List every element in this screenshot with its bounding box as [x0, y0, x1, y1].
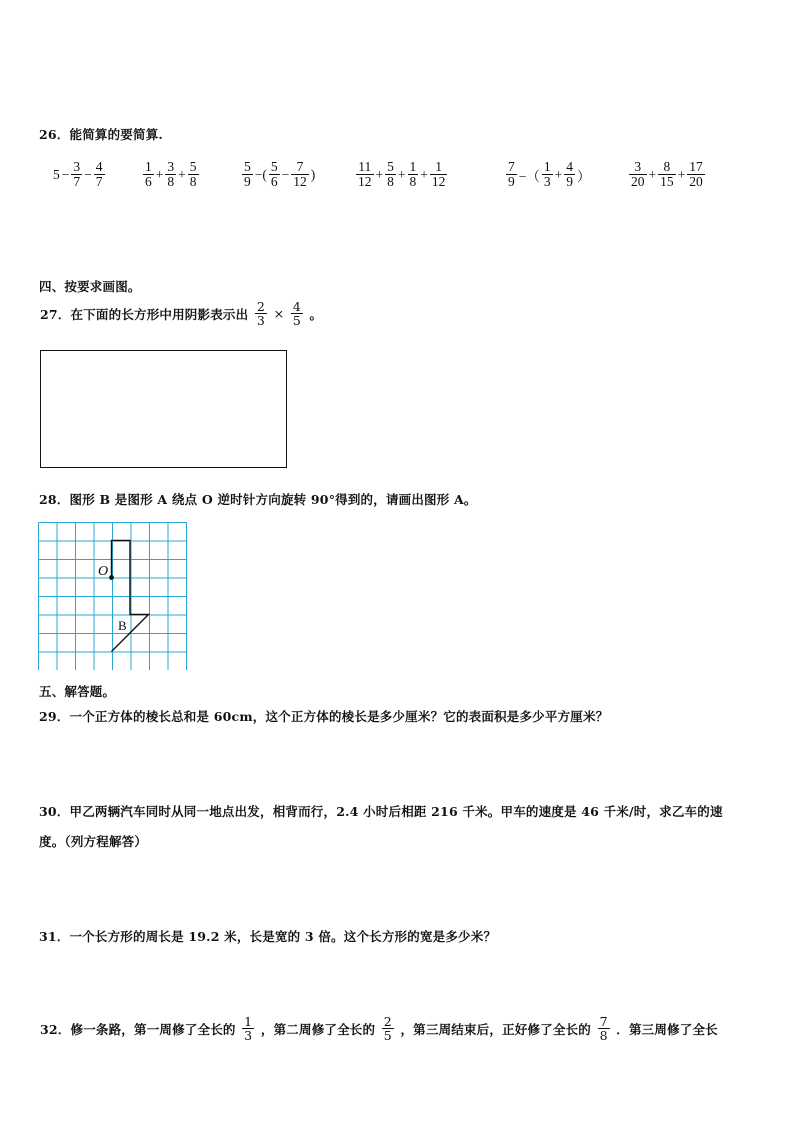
numerator: 4	[95, 159, 103, 174]
grid-lines	[39, 523, 187, 671]
point-o-dot	[109, 575, 114, 580]
fraction	[687, 160, 705, 189]
question-30-line-1: 30．甲乙两辆汽车同时从同一地点出发，相背而行，2.4 小时后相距 216 千米。甲车的速度是 46 千米/时，求乙车的速	[39, 804, 723, 819]
fraction	[188, 160, 199, 189]
denominator: 9	[566, 174, 573, 190]
operator: )	[310, 166, 316, 182]
question-27-prefix: 27．在下面的长方形中用阴影表示出	[40, 306, 249, 322]
fraction	[269, 160, 280, 189]
operator: ）	[577, 168, 591, 184]
denominator: 12	[431, 174, 446, 190]
operator: −	[61, 166, 70, 182]
operator: −（	[518, 168, 540, 184]
expression-1	[52, 160, 106, 189]
question-32-part-4: ．第三周修了全长	[616, 1021, 718, 1037]
question-31: 31．一个长方形的周长是 19.2 米，长是宽的 3 倍。这个长方形的宽是多少米？	[39, 929, 497, 944]
operator: +	[420, 166, 428, 182]
expression-6	[628, 160, 706, 189]
rotation-grid[interactable]	[38, 522, 187, 670]
blank-rectangle[interactable]	[40, 350, 287, 468]
operator: +	[554, 166, 563, 182]
fraction	[408, 160, 419, 189]
fraction-2-3: $\frac{2}{3}$	[256, 299, 266, 329]
operator: +	[178, 166, 186, 182]
numerator: 7	[508, 159, 515, 174]
denominator: 8	[387, 174, 394, 190]
operator: −(	[254, 166, 267, 182]
fraction	[94, 160, 105, 189]
numerator: 11	[356, 160, 374, 175]
denominator: 3	[543, 174, 551, 190]
denominator: 8	[189, 174, 197, 190]
operator: +	[375, 166, 384, 182]
question-32-part-1: 32．修一条路，第一周修了全长的	[40, 1021, 236, 1037]
fraction	[658, 160, 676, 189]
fraction	[165, 160, 176, 189]
fraction	[71, 160, 82, 189]
question-28-title: 28．图形 B 是图形 A 绕点 O 逆时针方向旋转 90°得到的，请画出图形 A。	[39, 492, 477, 507]
numerator: 7	[291, 160, 309, 175]
section-5-heading: 五、解答题。	[39, 684, 116, 699]
fraction	[430, 160, 448, 189]
point-o-label: O	[98, 564, 109, 579]
numerator: 1	[543, 159, 551, 174]
denominator: 15	[660, 174, 674, 190]
question-30-line-2: 度。（列方程解答）	[39, 834, 148, 849]
times-sign: ×	[273, 306, 285, 322]
operator: −	[281, 166, 290, 182]
question-32-part-2: ，第二周修了全长的	[260, 1021, 376, 1037]
question-29: 29．一个正方体的棱长总和是 60cm，这个正方体的棱长是多少厘米？它的表面积是多少平方厘米？	[39, 709, 609, 724]
denominator: 7	[95, 174, 103, 190]
fraction	[356, 160, 374, 189]
fraction-7-8: $\frac{7}{8}$	[599, 1014, 608, 1044]
denominator: 8	[167, 174, 175, 190]
numerator: 1	[145, 159, 152, 174]
expression-5	[505, 160, 592, 189]
denominator: 9	[244, 174, 251, 190]
denominator: 20	[689, 174, 703, 190]
numerator: 1	[430, 160, 448, 175]
operator: +	[397, 166, 406, 182]
numerator: 3	[629, 160, 647, 175]
fraction	[506, 160, 517, 189]
numerator: 5	[189, 159, 197, 174]
fraction	[542, 160, 553, 189]
numerator: 3	[167, 159, 175, 174]
denominator: 7	[73, 174, 81, 190]
numerator: 8	[658, 160, 676, 175]
operator: +	[677, 166, 686, 182]
expression-2	[142, 160, 200, 189]
denominator: 6	[270, 174, 278, 190]
numerator: 17	[689, 159, 703, 174]
fraction-1-3: $\frac{1}{3}$	[244, 1014, 253, 1044]
fraction-4-5: $\frac{4}{5}$	[292, 299, 301, 329]
fraction	[291, 160, 309, 189]
denominator: 12	[358, 174, 372, 190]
number: 5	[53, 166, 60, 182]
section-4-heading: 四、按要求画图。	[39, 279, 141, 294]
fraction	[385, 160, 396, 189]
numerator: 5	[387, 159, 394, 174]
fraction	[629, 160, 647, 189]
operator: +	[155, 166, 164, 182]
numerator: 3	[73, 159, 81, 174]
operator: +	[648, 166, 657, 182]
fraction-2-5: $\frac{2}{5}$	[383, 1014, 392, 1044]
fraction	[564, 160, 575, 189]
fraction	[143, 160, 154, 189]
fraction	[242, 160, 253, 189]
expression-3	[241, 160, 316, 189]
question-32	[39, 1015, 719, 1042]
numerator: 1	[409, 159, 417, 174]
expression-4	[355, 160, 448, 189]
denominator: 9	[508, 174, 515, 190]
denominator: 6	[145, 174, 152, 190]
shape-b-label: B	[118, 618, 127, 633]
operator: −	[84, 166, 92, 182]
question-27-suffix: 。	[309, 306, 323, 322]
denominator: 12	[293, 174, 307, 190]
denominator: 20	[631, 174, 645, 190]
question-26-title: 26．能简算的要简算.	[39, 127, 163, 142]
numerator: 5	[244, 159, 251, 174]
denominator: 8	[409, 174, 417, 190]
numerator: 5	[270, 159, 278, 174]
question-32-part-3: ，第三周结束后，正好修了全长的	[400, 1021, 591, 1037]
numerator: 4	[566, 159, 573, 174]
question-27	[39, 300, 323, 327]
